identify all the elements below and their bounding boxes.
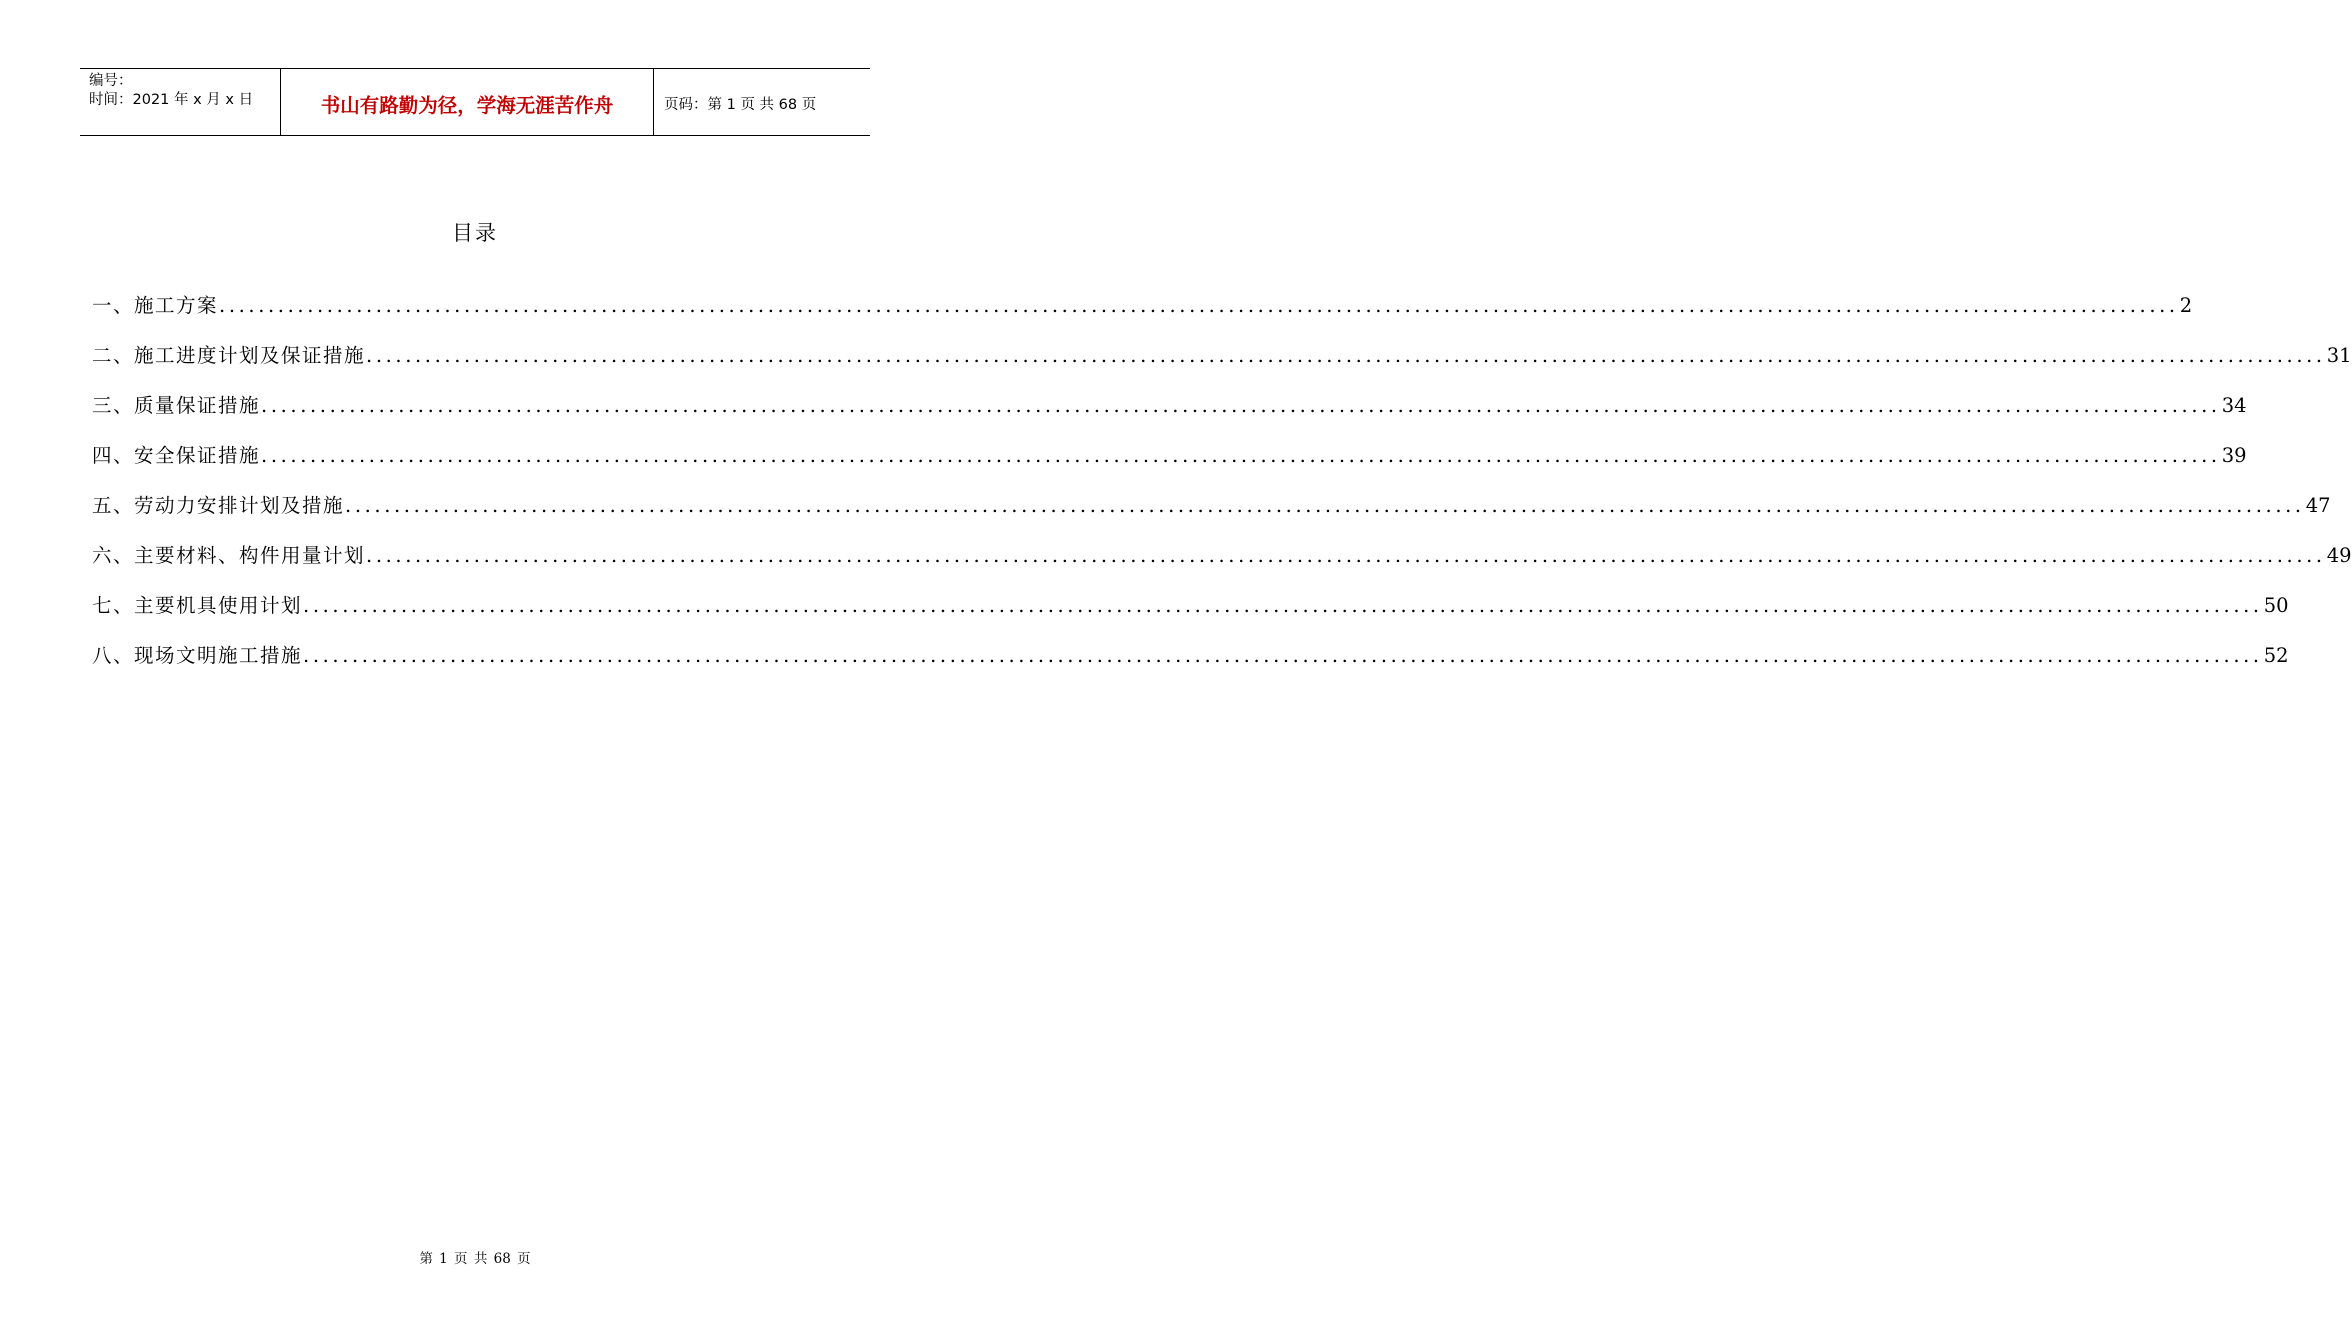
toc-entry[interactable] [92, 421, 2247, 471]
toc-entry-page-number: 52 [2263, 644, 2289, 667]
header-motto-cell [281, 69, 654, 135]
serial-number-label: 编号： [89, 73, 133, 89]
toc-dot-leader: ........................................................................................................................................................................................................ [366, 344, 2326, 367]
toc-entry-page-number: 34 [2221, 394, 2247, 417]
header-meta-cell [80, 69, 281, 135]
date-label: 时间：2021 年 x 月 x 日 [89, 92, 254, 108]
toc-entry[interactable] [92, 321, 2352, 371]
toc-title: 目录 [452, 221, 498, 245]
toc-entry-title: 五、劳动力安排计划及措施 [92, 494, 345, 517]
header-page-cell [654, 69, 870, 135]
toc-dot-leader: ........................................................................................................................................................................................................ [303, 644, 2263, 667]
header-motto: 书山有路勤为径，学海无涯苦作舟 [320, 94, 614, 117]
toc-entry-title: 七、主要机具使用计划 [92, 594, 303, 617]
toc-dot-leader: ........................................................................................................................................................................................................ [303, 594, 2263, 617]
toc-entry-page-number: 49 [2326, 544, 2352, 567]
toc-entry[interactable] [92, 521, 2352, 571]
toc-entry[interactable] [92, 271, 2193, 321]
toc-entry[interactable] [92, 471, 2331, 521]
toc-entry[interactable] [92, 371, 2247, 421]
page-footer: 第 1 页 共 68 页 [419, 1251, 531, 1267]
toc-entry-page-number: 39 [2221, 444, 2247, 467]
toc-entry-page-number: 47 [2305, 494, 2331, 517]
toc-entry-title: 二、施工进度计划及保证措施 [92, 344, 366, 367]
toc-entry-title: 四、安全保证措施 [92, 444, 261, 467]
toc-entry-title: 六、主要材料、构件用量计划 [92, 544, 366, 567]
toc-dot-leader: ........................................................................................................................................................................................................ [219, 294, 2179, 317]
toc-dot-leader: ........................................................................................................................................................................................................ [345, 494, 2305, 517]
document-header [80, 68, 870, 136]
toc-entry[interactable] [92, 621, 2289, 671]
toc-entry-page-number: 50 [2263, 594, 2289, 617]
toc-entry-title: 三、质量保证措施 [92, 394, 261, 417]
table-of-contents [92, 271, 2352, 671]
toc-dot-leader: ........................................................................................................................................................................................................ [366, 544, 2326, 567]
toc-entry-page-number: 2 [2179, 294, 2193, 317]
toc-entry[interactable] [92, 571, 2289, 621]
toc-entry-title: 八、现场文明施工措施 [92, 644, 303, 667]
toc-entry-page-number: 31 [2326, 344, 2352, 367]
header-page-info: 页码：第 1 页 共 68 页 [664, 97, 817, 113]
toc-entry-title: 一、施工方案 [92, 294, 219, 317]
toc-dot-leader: ........................................................................................................................................................................................................ [261, 444, 2221, 467]
toc-dot-leader: ........................................................................................................................................................................................................ [261, 394, 2221, 417]
